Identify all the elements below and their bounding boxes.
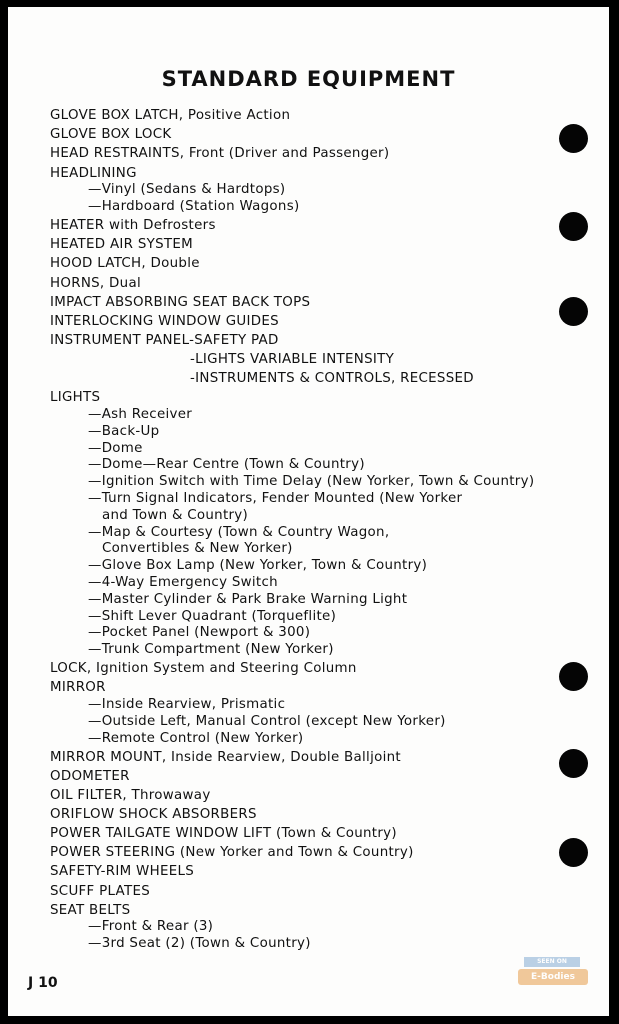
binder-hole [559, 297, 588, 326]
equipment-subitem: —Dome—Rear Centre (Town & Country) [88, 457, 365, 473]
equipment-subitem: —Master Cylinder & Park Brake Warning Light [88, 591, 408, 607]
watermark-top-text: SEEN ON [524, 957, 580, 967]
equipment-item: IMPACT ABSORBING SEAT BACK TOPS [50, 294, 311, 310]
binder-hole [559, 662, 588, 691]
equipment-item: HEATED AIR SYSTEM [50, 237, 194, 253]
equipment-subitem: -INSTRUMENTS & CONTROLS, RECESSED [190, 371, 474, 387]
equipment-subitem: —Back-Up [88, 423, 160, 439]
equipment-item: OIL FILTER, Throwaway [50, 788, 211, 804]
equipment-subitem: —3rd Seat (2) (Town & Country) [88, 936, 311, 952]
equipment-item: SCUFF PLATES [50, 883, 151, 899]
page-number: J 10 [28, 975, 58, 991]
equipment-item: HOOD LATCH, Double [50, 256, 200, 272]
equipment-subitem: —Remote Control (New Yorker) [88, 730, 304, 746]
equipment-subitem: —Glove Box Lamp (New Yorker, Town & Country) [88, 558, 428, 574]
equipment-subitem: —Outside Left, Manual Control (except New Yorker) [88, 714, 446, 730]
equipment-item: HEATER with Defrosters [50, 218, 216, 234]
equipment-item: POWER TAILGATE WINDOW LIFT (Town & Country) [50, 826, 397, 842]
equipment-item: POWER STEERING (New Yorker and Town & Country) [50, 845, 414, 861]
equipment-subitem: —Vinyl (Sedans & Hardtops) [88, 182, 286, 198]
equipment-subitem: —Turn Signal Indicators, Fender Mounted (New Yorker [88, 491, 463, 507]
document-page [8, 7, 609, 1016]
equipment-subitem: —Pocket Panel (Newport & 300) [88, 625, 311, 641]
equipment-item: GLOVE BOX LOCK [50, 127, 172, 143]
equipment-item: HORNS, Dual [50, 275, 141, 291]
equipment-subitem: —Front & Rear (3) [88, 919, 214, 935]
equipment-item: INSTRUMENT PANEL-SAFETY PAD [50, 332, 279, 348]
page-title: STANDARD EQUIPMENT [161, 67, 456, 91]
binder-hole [559, 124, 588, 153]
equipment-subitem: —4-Way Emergency Switch [88, 575, 278, 591]
binder-hole [559, 749, 588, 778]
binder-hole [559, 838, 588, 867]
equipment-subitem: —Ignition Switch with Time Delay (New Yorker, Town & Country) [88, 474, 535, 490]
equipment-subitem: —Ash Receiver [88, 407, 193, 423]
watermark-logo [518, 957, 588, 989]
equipment-item: SAFETY-RIM WHEELS [50, 864, 195, 880]
equipment-item: ORIFLOW SHOCK ABSORBERS [50, 807, 257, 823]
equipment-subitem: —Hardboard (Station Wagons) [88, 199, 300, 215]
equipment-subitem: —Map & Courtesy (Town & Country Wagon, [88, 524, 390, 540]
equipment-item: LOCK, Ignition System and Steering Column [50, 661, 357, 677]
equipment-list [50, 106, 570, 953]
equipment-subitem: Convertibles & New Yorker) [102, 541, 293, 557]
equipment-subitem: —Trunk Compartment (New Yorker) [88, 642, 334, 658]
equipment-item: ODOMETER [50, 769, 130, 785]
equipment-subitem: —Shift Lever Quadrant (Torqueflite) [88, 608, 337, 624]
equipment-item: LIGHTS [50, 390, 101, 406]
equipment-subitem: —Dome [88, 440, 143, 456]
equipment-item: MIRROR [50, 680, 106, 696]
equipment-item: HEADLINING [50, 165, 137, 181]
watermark-bottom-text: E-Bodies [518, 969, 588, 985]
equipment-item: GLOVE BOX LATCH, Positive Action [50, 108, 291, 124]
binder-hole [559, 212, 588, 241]
equipment-subitem: and Town & Country) [102, 507, 249, 523]
equipment-subitem: -LIGHTS VARIABLE INTENSITY [190, 352, 395, 368]
equipment-item: SEAT BELTS [50, 902, 131, 918]
equipment-item: INTERLOCKING WINDOW GUIDES [50, 313, 279, 329]
equipment-item: HEAD RESTRAINTS, Front (Driver and Passenger) [50, 146, 390, 162]
equipment-subitem: —Inside Rearview, Prismatic [88, 697, 286, 713]
equipment-item: MIRROR MOUNT, Inside Rearview, Double Balljoint [50, 749, 401, 765]
